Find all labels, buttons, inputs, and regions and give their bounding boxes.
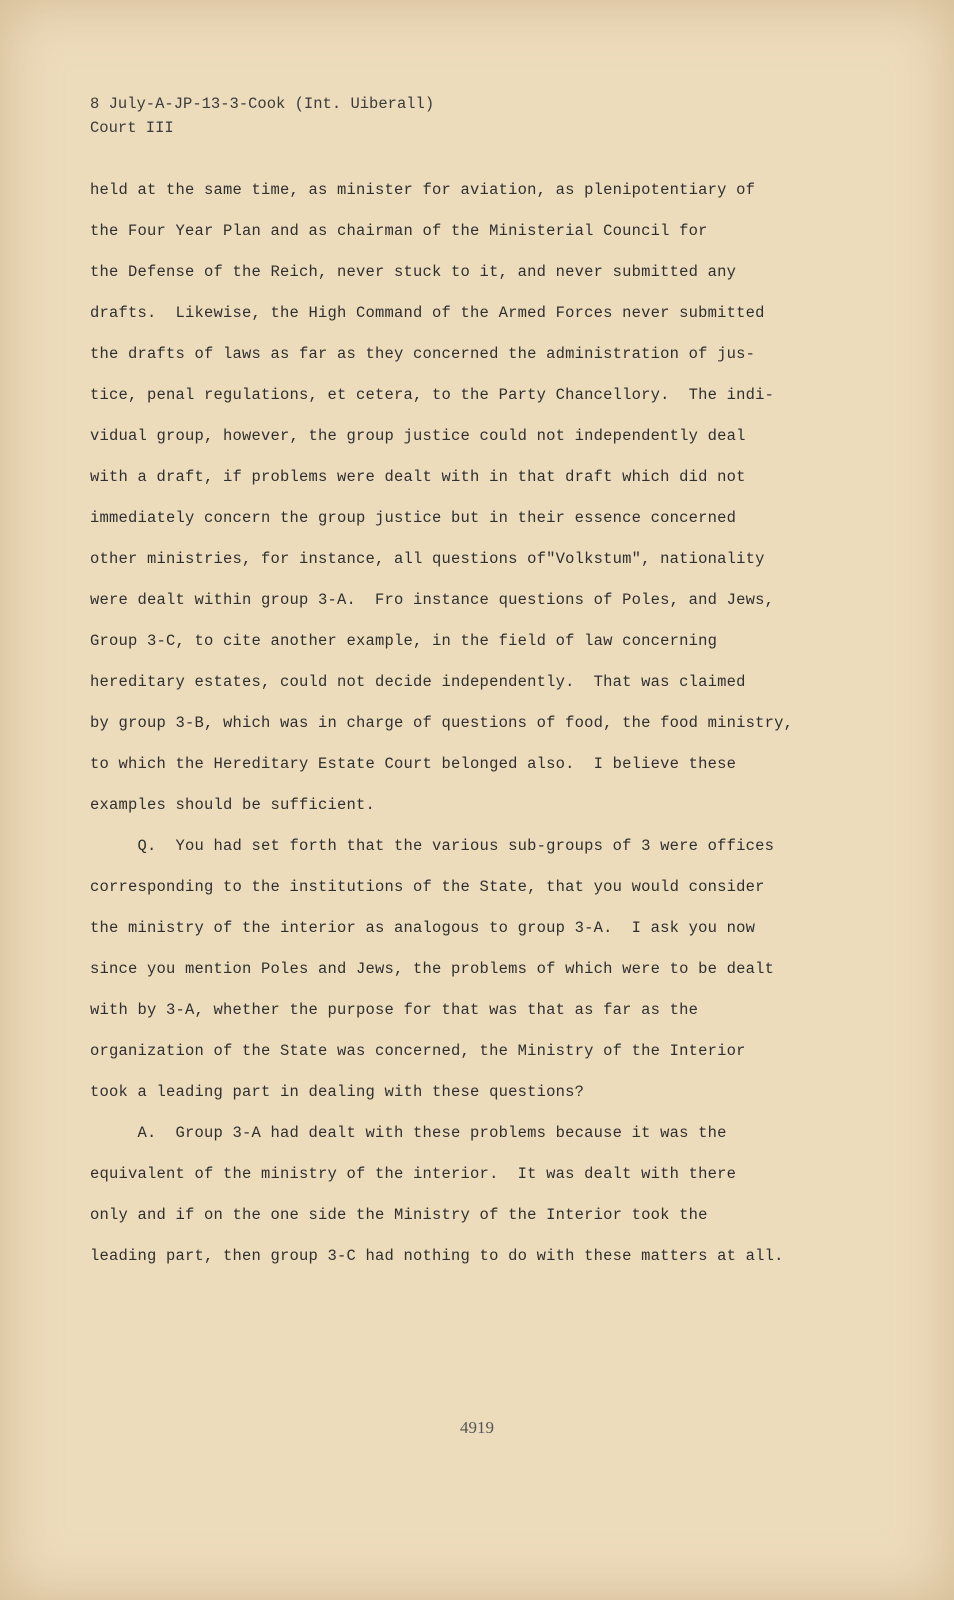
transcript-line: hereditary estates, could not decide independently. That was claimed — [90, 673, 746, 691]
transcript-line: corresponding to the institutions of the State, that you would consider — [90, 878, 765, 896]
transcript-line: Group 3-C, to cite another example, in the field of law concerning — [90, 632, 718, 650]
transcript-line: since you mention Poles and Jews, the problems of which were to be dealt — [90, 960, 775, 978]
transcript-line: the Defense of the Reich, never stuck to it, and never submitted any — [90, 263, 737, 281]
transcript-line: examples should be sufficient. — [90, 796, 376, 814]
transcript-line: by group 3-B, which was in charge of questions of food, the food ministry, — [90, 714, 794, 732]
transcript-body — [90, 170, 860, 1277]
transcript-line: took a leading part in dealing with these questions? — [90, 1083, 585, 1101]
page-number: 4919 — [460, 1418, 494, 1437]
transcript-line: the drafts of laws as far as they concerned the administration of jus- — [90, 345, 756, 363]
transcript-line: held at the same time, as minister for aviation, as plenipotentiary of — [90, 181, 756, 199]
document-header — [90, 92, 434, 140]
header-session-line: 8 July-A-JP-13-3-Cook (Int. Uiberall) — [90, 95, 435, 113]
transcript-line: vidual group, however, the group justice could not independently deal — [90, 427, 746, 445]
transcript-line: equivalent of the ministry of the interior. It was dealt with there — [90, 1165, 737, 1183]
transcript-line: the Four Year Plan and as chairman of the Ministerial Council for — [90, 222, 708, 240]
transcript-line: with by 3-A, whether the purpose for that was that as far as the — [90, 1001, 699, 1019]
transcript-line: with a draft, if problems were dealt with in that draft which did not — [90, 468, 746, 486]
transcript-line: other ministries, for instance, all questions of"Volkstum", nationality — [90, 550, 765, 568]
transcript-line: to which the Hereditary Estate Court belonged also. I believe these — [90, 755, 737, 773]
transcript-line: immediately concern the group justice but in their essence concerned — [90, 509, 737, 527]
transcript-line: were dealt within group 3-A. Fro instance questions of Poles, and Jews, — [90, 591, 775, 609]
transcript-line: drafts. Likewise, the High Command of the Armed Forces never submitted — [90, 304, 765, 322]
header-court-line: Court III — [90, 119, 174, 137]
transcript-line: only and if on the one side the Ministry of the Interior took the — [90, 1206, 708, 1224]
transcript-line: Q. You had set forth that the various sub-groups of 3 were offices — [90, 837, 775, 855]
transcript-line: leading part, then group 3-C had nothing to do with these matters at all. — [90, 1247, 784, 1265]
transcript-line: A. Group 3-A had dealt with these problems because it was the — [90, 1124, 727, 1142]
transcript-line: tice, penal regulations, et cetera, to the Party Chancellory. The indi- — [90, 386, 775, 404]
transcript-line: organization of the State was concerned, the Ministry of the Interior — [90, 1042, 746, 1060]
transcript-line: the ministry of the interior as analogous to group 3-A. I ask you now — [90, 919, 756, 937]
